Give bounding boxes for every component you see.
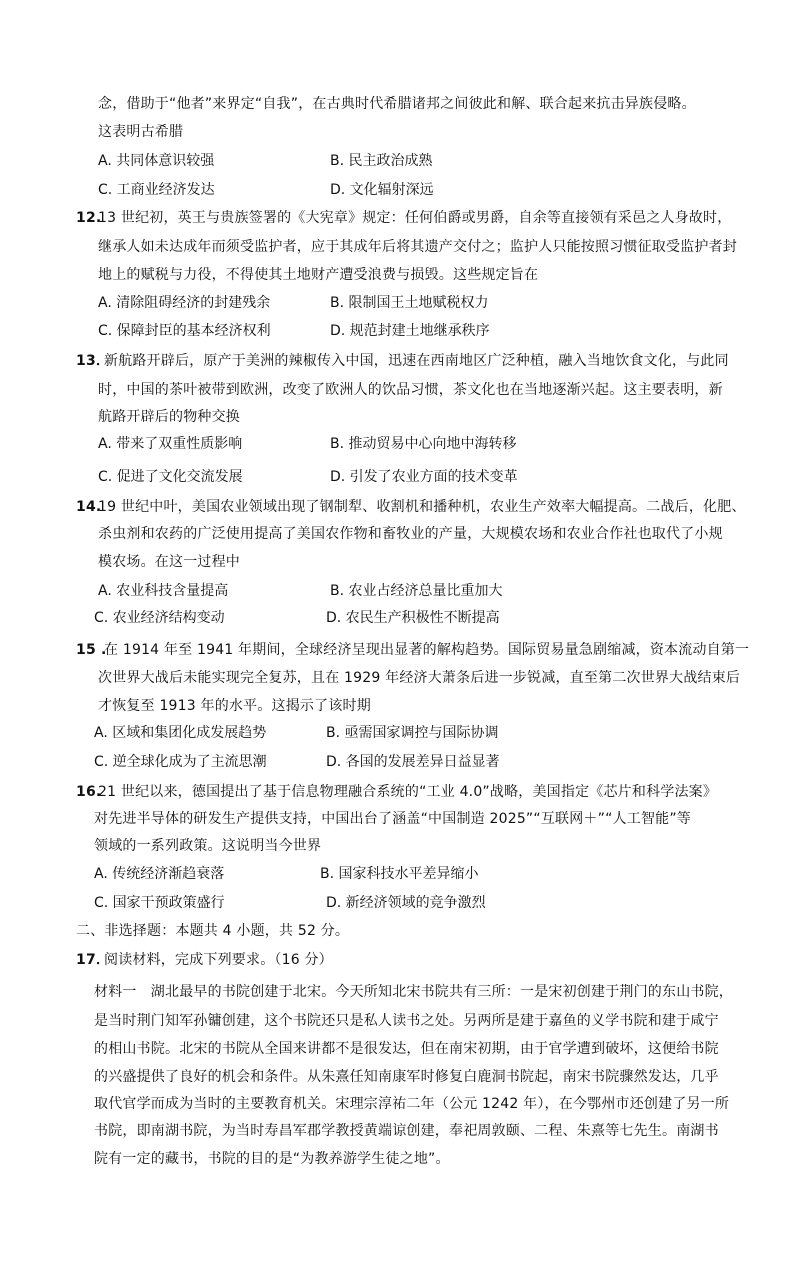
q13-stem-line-2: 时，中国的茶叶被带到欧洲，改变了欧洲人的饮品习惯，茶文化也在当地逐渐兴起。这主要表明，新 <box>98 382 723 398</box>
q12-option-b: B. 限制国王土地赋税权力 <box>330 295 489 311</box>
q12-stem-line-3: 地上的赋税与力役，不得使其土地财产遭受浪费与损毁。这些规定旨在 <box>98 267 539 283</box>
q12-option-c: C. 保障封臣的基本经济权利 <box>98 323 271 339</box>
q14-option-a: A. 农业科技含量提高 <box>98 583 229 599</box>
q15-option-c: C. 逆全球化成为了主流思潮 <box>94 754 267 770</box>
q17-material-line-5: 取代官学而成为当时的主要教育机关。宋理宗淳祐二年（公元 1242 年），在今鄂州市还创建了另一所 <box>94 1096 730 1112</box>
q11-option-c: C. 工商业经济发达 <box>98 182 215 198</box>
q13-option-d: D. 引发了农业方面的技术变革 <box>330 469 518 485</box>
q15-stem-line-3: 才恢复至 1913 年的水平。这揭示了该时期 <box>98 698 371 714</box>
q17-number: 17． <box>76 952 111 968</box>
q12-option-a: A. 清除阻碍经济的封建残余 <box>98 295 271 311</box>
q16-option-c: C. 国家干预政策盛行 <box>94 895 225 911</box>
q17-material-line-1: 材料一 湖北最早的书院创建于北宋。今天所知北宋书院共有三所：一是宋初创建于荆门的东山书院， <box>94 984 733 1000</box>
q15-number: 15 . <box>76 642 107 658</box>
q17-material-line-7: 院有一定的藏书，书院的目的是“为教养游学生徒之地”。 <box>94 1151 450 1167</box>
q16-option-b: B. 国家科技水平差异缩小 <box>320 866 479 882</box>
q16-stem-line-1: 21 世纪以来，德国提出了基于信息物理融合系统的“工业 4.0”战略，美国指定《芯片和科学法案》 <box>98 784 718 800</box>
q13-option-a: A. 带来了双重性质影响 <box>98 436 243 452</box>
q11-stem-line-2: 这表明古希腊 <box>98 124 184 140</box>
section-2-heading: 二、非选择题：本题共 4 小题，共 52 分。 <box>76 923 350 939</box>
q11-option-d: D. 文化辐射深远 <box>330 182 434 198</box>
q17-material-line-2: 是当时荆门知军孙镛创建，这个书院还只是私人读书之处。另两所是建于嘉鱼的义学书院和建于咸宁 <box>94 1013 719 1029</box>
q17-material-line-3: 的相山书院。北宋的书院从全国来讲都不是很发达，但在南宋初期，由于官学遭到破坏，这便给书院 <box>94 1041 719 1057</box>
q16-stem-line-2: 对先进半导体的研发生产提供支持，中国出台了涵盖“中国制造 2025”“互联网＋”“人工智能”等 <box>94 811 691 827</box>
q15-option-a: A. 区域和集团化成发展趋势 <box>94 725 267 741</box>
q15-stem-line-2: 次世界大战后未能实现完全复苏，且在 1929 年经济大萧条后进一步锐减，直至第二次世界大战结束后 <box>98 670 741 686</box>
q15-option-d: D. 各国的发展差异日益显著 <box>326 754 500 770</box>
q14-stem-line-3: 模农场。在这一过程中 <box>98 554 240 570</box>
q13-stem-line-3: 航路开辟后的物种交换 <box>98 409 240 425</box>
q12-stem-line-2: 继承人如未达成年而须受监护者，应于其成年后将其遗产交付之；监护人只能按照习惯征取受监护者封 <box>98 239 737 255</box>
q14-option-c: C. 农业经济结构变动 <box>94 610 225 626</box>
q16-number: 16. <box>76 784 102 800</box>
q16-stem-line-3: 领域的一系列政策。这说明当今世界 <box>94 838 322 854</box>
q15-option-b: B. 亟需国家调控与国际协调 <box>326 725 499 741</box>
q11-option-b: B. 民主政治成熟 <box>330 153 433 169</box>
q13-number: 13． <box>76 353 111 369</box>
q17-material-line-4: 的兴盛提供了良好的机会和条件。从朱熹任知南康军时修复白鹿洞书院起，南宋书院骤然发达，几乎 <box>94 1069 719 1085</box>
q16-option-d: D. 新经济领域的竞争激烈 <box>326 895 486 911</box>
q13-option-c: C. 促进了文化交流发展 <box>98 469 243 485</box>
q11-stem-line-1: 念，借助于“他者”来界定“自我”，在古典时代希腊诸邦之间彼此和解、联合起来抗击异族侵略。 <box>98 96 696 112</box>
q14-stem-line-1: 19 世纪中叶，美国农业领域出现了钢制犁、收割机和播种机，农业生产效率大幅提高。二战后，化肥、 <box>98 499 746 515</box>
q13-option-b: B. 推动贸易中心向地中海转移 <box>330 436 517 452</box>
q16-option-a: A. 传统经济渐趋衰落 <box>94 866 225 882</box>
q15-stem-line-1: 在 1914 年至 1941 年期间，全球经济呈现出显著的解构趋势。国际贸易量急剧缩减，资本流动自第一 <box>104 642 750 658</box>
q12-option-d: D. 规范封建土地继承秩序 <box>330 323 490 339</box>
q17-stem: 阅读材料，完成下列要求。（16 分） <box>104 952 333 968</box>
q12-number: 12. <box>76 210 102 226</box>
q17-material-line-6: 书院，即南湖书院，为当时寿昌军郡学教授黄端谅创建，奉祀周敦颐、二程、朱熹等七先生。南湖书 <box>94 1123 719 1139</box>
q11-option-a: A. 共同体意识较强 <box>98 153 215 169</box>
q14-number: 14. <box>76 499 102 515</box>
q14-stem-line-2: 杀虫剂和农药的广泛使用提高了美国农作物和畜牧业的产量，大规模农场和农业合作社也取代了小规 <box>98 526 723 542</box>
q14-option-d: D. 农民生产积极性不断提高 <box>326 610 500 626</box>
q12-stem-line-1: 13 世纪初，英王与贵族签署的《大宪章》规定：任何伯爵或男爵，自余等直接领有采邑之人身故时， <box>98 210 732 226</box>
q13-stem-line-1: 新航路开辟后，原产于美洲的辣椒传入中国，迅速在西南地区广泛种植，融入当地饮食文化，与此同 <box>104 353 729 369</box>
q14-option-b: B. 农业占经济总量比重加大 <box>330 583 503 599</box>
